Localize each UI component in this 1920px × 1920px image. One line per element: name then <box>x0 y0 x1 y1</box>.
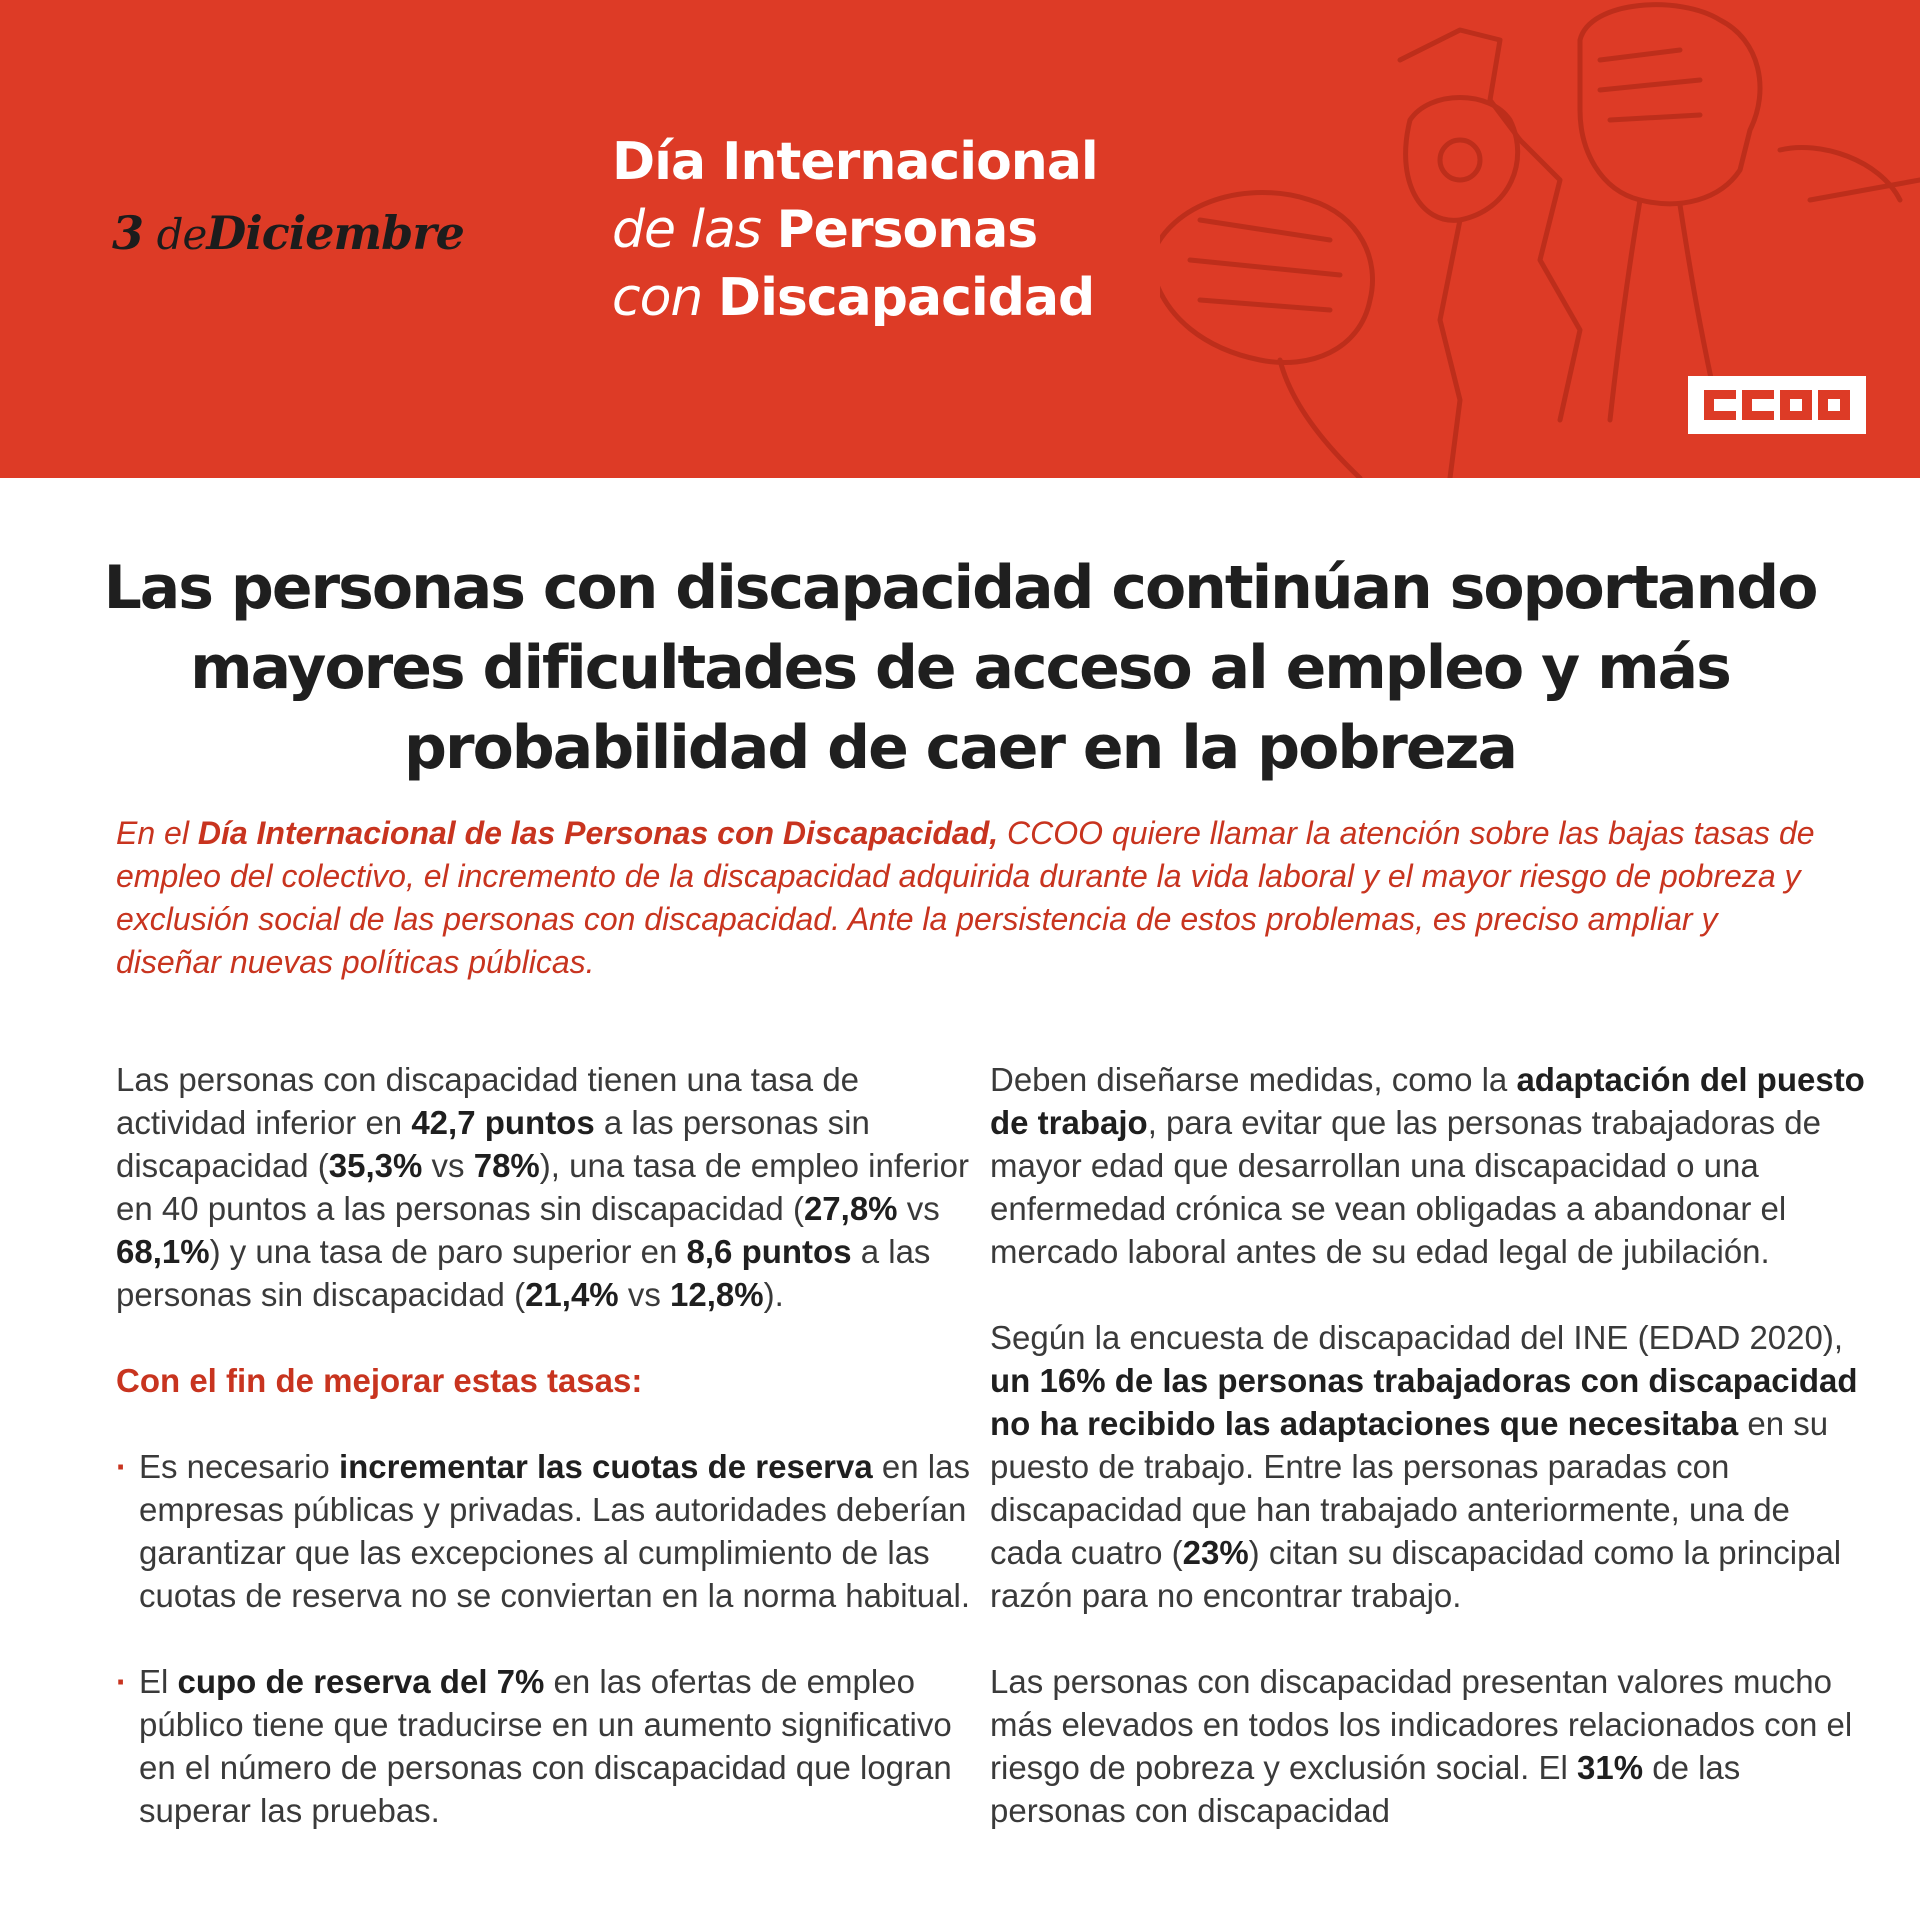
poverty-risk-paragraph: Las personas con discapacidad presentan valores mucho más elevados en todos los indicadores relacionados con el riesgo de pobreza y exclusión social. El 31% de las personas con discapacidad <box>990 1663 1853 1829</box>
intro-paragraph: En el Día Internacional de las Personas con Discapacidad, CCOO quiere llamar la atención sobre las bajas tasas de empleo del colectivo, el incremento de la discapacidad adquirida durante la vida laboral y el mayor riesgo de pobreza y exclusión social de las personas con discapacidad. Ante la persistencia de estos problemas, es preciso ampliar y diseñar nuevas políticas públicas. <box>116 815 1815 980</box>
bullet-marker: · <box>116 1663 127 1700</box>
date-de: de <box>156 210 207 259</box>
bullet-marker: · <box>116 1448 127 1485</box>
left-column <box>116 1058 976 1832</box>
event-title-line2: de las Personas <box>612 200 1038 260</box>
event-title <box>612 128 1098 332</box>
date-month: Diciembre <box>206 206 464 260</box>
ine-survey-paragraph: Según la encuesta de discapacidad del INE (EDAD 2020), un 16% de las personas trabajadoras con discapacidad no ha recibido las adaptaciones que necesitaba en su puesto de trabajo. Entre las personas paradas con discapacidad que han trabajado anteriormente, una de cada cuatro (23%) citan su discapacidad como la principal razón para no encontrar trabajo. <box>990 1319 1858 1614</box>
right-column <box>990 1058 1870 1832</box>
bullet-reserve-quotas: · Es necesario incrementar las cuotas de reserva en las empresas públicas y privadas. Las autoridades deberían garantizar que las excepciones al cumplimiento de las cuotas de reserva no se conviertan en la norma habitual. <box>116 1445 976 1617</box>
workplace-adaptation-paragraph: Deben diseñarse medidas, como la adaptación del puesto de trabajo, para evitar que las personas trabajadoras de mayor edad que desarrollan una discapacidad o una enfermedad crónica se vean obligadas a abandonar el mercado laboral antes de su edad legal de jubilación. <box>990 1061 1865 1270</box>
main-headline: Las personas con discapacidad continúan soportando mayores dificultades de acceso al empleo y más probabilidad de caer en la pobreza <box>103 553 1817 783</box>
measures-subheading: Con el fin de mejorar estas tasas: <box>116 1362 643 1399</box>
ccoo-logo-mark <box>1702 388 1852 422</box>
event-title-line3: con Discapacidad <box>612 268 1095 328</box>
date-day: 3 <box>112 206 144 260</box>
event-title-line1: Día Internacional <box>612 132 1098 192</box>
bullet-public-employment-quota: · El cupo de reserva del 7% en las ofertas de empleo público tiene que traducirse en un aumento significativo en el número de personas con discapacidad que logran superar las pruebas. <box>116 1660 976 1832</box>
ccoo-logo <box>1688 376 1866 434</box>
header-banner <box>0 0 1920 478</box>
event-date <box>112 206 464 260</box>
employment-rates-paragraph: Las personas con discapacidad tienen una tasa de actividad inferior en 42,7 puntos a las personas sin discapacidad (35,3% vs 78%), una tasa de empleo inferior en 40 puntos a las personas sin discapacidad (27,8% vs 68,1%) y una tasa de paro superior en 8,6 puntos a las personas sin discapacidad (21,4% vs 12,8%). <box>116 1061 970 1313</box>
